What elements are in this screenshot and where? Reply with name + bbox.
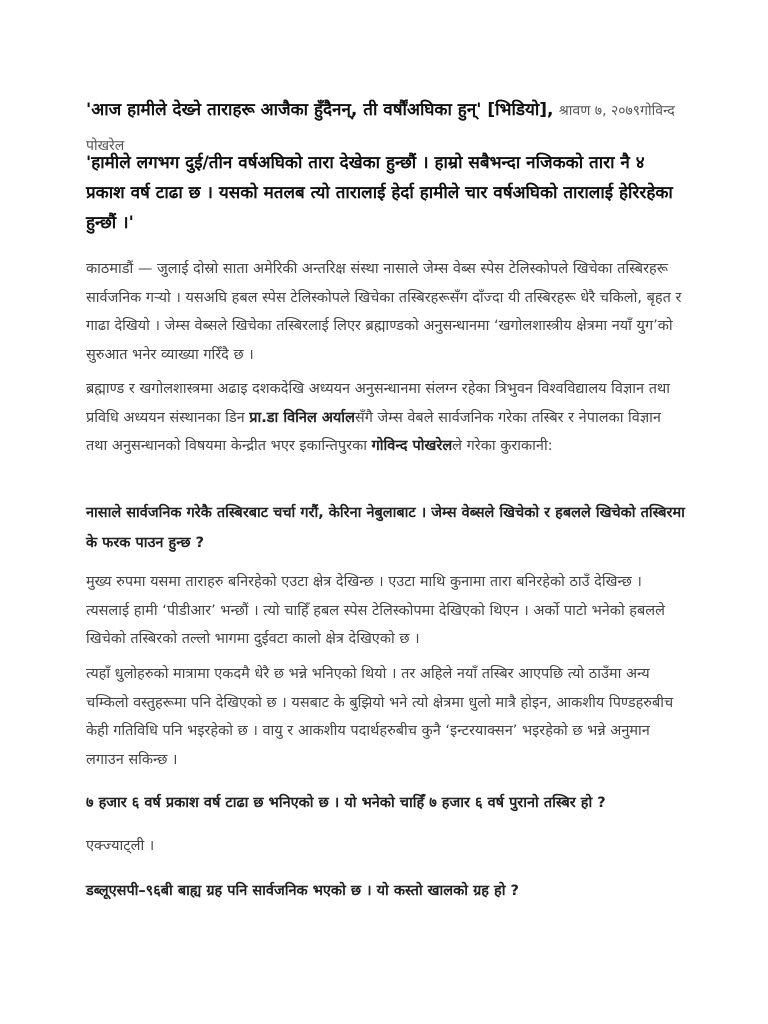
interviewee-name: प्रा.डा विनिल अर्याल <box>249 409 355 426</box>
paragraph-interview-intro <box>86 375 686 461</box>
publish-date: श्रावण ७, २०७९ <box>558 103 641 119</box>
paragraph-text: सँगै जेम्स वेबले सार्वजनिक गरेका तस्बिर र नेपालका विज्ञान तथा अनुसन्धानको विषयमा केन्द्रीत भएर इकान्तिपुरका <box>86 409 661 454</box>
question-2: ७ हजार ६ वर्ष प्रकाश वर्ष टाढा छ भनिएको छ । यो भनेको चाहिँ ७ हजार ६ वर्ष पुरानो तस्बिर हो ? <box>86 795 606 811</box>
question-1: नासाले सार्वजनिक गरेकै तस्बिरबाट चर्चा गरौं, केरिना नेबुलाबाट । जेम्स वेब्सले खिचेको र हबलले खिचेको तस्बिरमा के फरक पाउन हुन्छ ? <box>86 505 685 551</box>
author-name: गोविन्द पोखरेल <box>86 103 675 154</box>
question-3: डब्लूएसपी–९६बी बाह्य ग्रह पनि सार्वजनिक भएको छ । यो कस्तो खालको ग्रह हो ? <box>86 883 519 899</box>
article-title: 'आज हामीले देख्ने ताराहरू आजैका हुँदैनन्, ती वर्षौंअघिका हुन्' [भिडियो], <box>86 100 554 120</box>
answer-2: एक्ज्याट्ली । <box>86 838 155 854</box>
paragraph-intro: काठमाडौं — जुलाई दोस्रो साता अमेरिकी अन्तरिक्ष संस्था नासाले जेम्स वेब्स स्पेस टेलिस्कोपले खिचेका तस्बिरहरू सार्वजनिक गर्‍यो । यसअघि हबल स्पेस टेलिस्कोपले खिचेका तस्बिरहरूसँग दाँज्दा यी तस्बिरहरू धेरै चकिलो, बृहत र गाढा देखियो । जेम्स वेब्सले खिचेका तस्बिरलाई लिएर ब्रह्माण्डको अनुसन्धानमा ‘खगोलशास्त्रीय क्षेत्रमा नयाँ युग’को सुरुआत भनेर व्याख्या गरिँदै छ । <box>86 261 682 363</box>
answer-1-part-2: त्यहाँ धुलोहरुको मात्रामा एकदमै धेरै छ भन्ने भनिएको थियो । तर अहिले नयाँ तस्बिर आएपछि त्यो ठाउँमा अन्य चम्किलो वस्तुहरूमा पनि देखिएको छ । यसबाट के बुझियो भने त्यो क्षेत्रमा धुलो मात्रै होइन, आकशीय पिण्डहरुबीच केही गतिविधि पनि भइरहेको छ । वायु र आकशीय पदार्थहरुबीच कुनै ‘इन्टरयाक्सन’ भइरहेको छ भन्ने अनुमान लगाउन सकिन्छ । <box>86 666 674 768</box>
paragraph-text: ब्रह्माण्ड र खगोलशास्त्रमा अढाइ दशकदेखि अध्ययन अनुसन्धानमा संलग्न रहेका त्रिभुवन विश्वविद्यालय विज्ञान तथा प्रविधि अध्ययन संस्थानका डिन <box>86 381 670 426</box>
answer-1-part-1: मुख्य रुपमा यसमा ताराहरु बनिरहेको एउटा क्षेत्र देखिन्छ । एउटा माथि कुनामा तारा बनिरहेको ठाउँ देखिन्छ । त्यसलाई हामी ‘पीडीआर’ भन्छौं । त्यो चाहिँ हबल स्पेस टेलिस्कोपमा देखिएको थिएन । अर्को पाटो भनेको हबलले खिचेको तस्बिरको तल्लो भागमा दुईवटा कालो क्षेत्र देखिएको छ । <box>86 574 665 647</box>
article-lead-quote: 'हामीले लगभग दुई/तीन वर्षअघिको तारा देखेका हुन्छौं । हाम्रो सबैभन्दा नजिकको तारा नै ४ प्रकाश वर्ष टाढा छ । यसको मतलब त्यो तारालाई हेर्दा हामीले चार वर्षअघिको तारालाई हेरिरहेका हुन्छौं ।' <box>86 153 673 233</box>
interviewer-name: गोविन्द पोखरेल <box>371 438 453 454</box>
paragraph-text: ले गरेका कुराकानी: <box>452 438 553 454</box>
